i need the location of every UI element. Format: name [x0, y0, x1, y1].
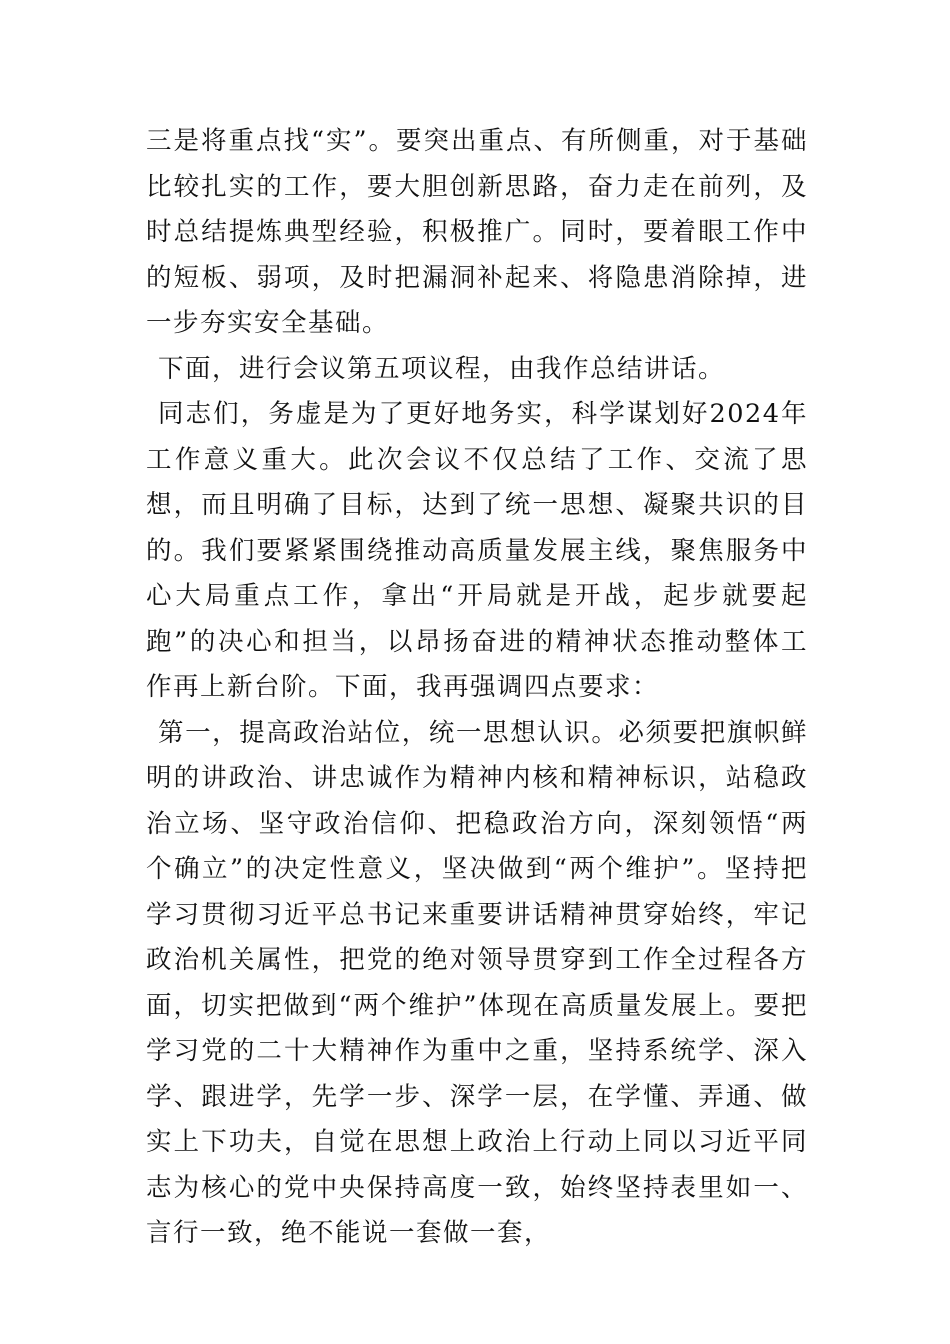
paragraph-first-political-stance: 第一，提高政治站位，统一思想认识。必须要把旗帜鲜明的讲政治、讲忠诚作为精神内核和精神标识，站稳政治立场、坚守政治信仰、把稳政治方向，深刻领悟“两个确立”的决定性意义，坚决做到“两个维护”。坚持把学习贯彻习近平总书记来重要讲话精神贯穿始终，牢记政治机关属性，把党的绝对领导贯穿到工作全过程各方面，切实把做到“两个维护”体现在高质量发展上。要把学习党的二十大精神作为重中之重，坚持系统学、深入学、跟进学，先学一步、深学一层，在学懂、弄通、做实上下功夫，自觉在思想上政治上行动上同以习近平同志为核心的党中央保持高度一致，始终坚持表里如一、言行一致，绝不能说一套做一套， — [146, 717, 808, 1248]
document-body — [146, 119, 808, 1257]
paragraph-agenda-item-five: 下面，进行会议第五项议程，由我作总结讲话。 — [158, 353, 726, 384]
paragraph-comrades-2024-work: 同志们，务虚是为了更好地务实，科学谋划好2024年工作意义重大。此次会议不仅总结了工作、交流了思想，而且明确了目标，达到了统一思想、凝聚共识的目的。我们要紧紧围绕推动高质量发展主线，聚焦服务中心大局重点工作，拿出“开局就是开战，起步就要起跑”的决心和担当，以昂扬奋进的精神状态推动整体工作再上新台阶。下面，我再强调四点要求： — [146, 399, 808, 702]
paragraph-key-point-practical: 三是将重点找“实”。要突出重点、有所侧重，对于基础比较扎实的工作，要大胆创新思路，奋力走在前列，及时总结提炼典型经验，积极推广。同时，要着眼工作中的短板、弱项，及时把漏洞补起来、将隐患消除掉，进一步夯实安全基础。 — [146, 126, 808, 338]
